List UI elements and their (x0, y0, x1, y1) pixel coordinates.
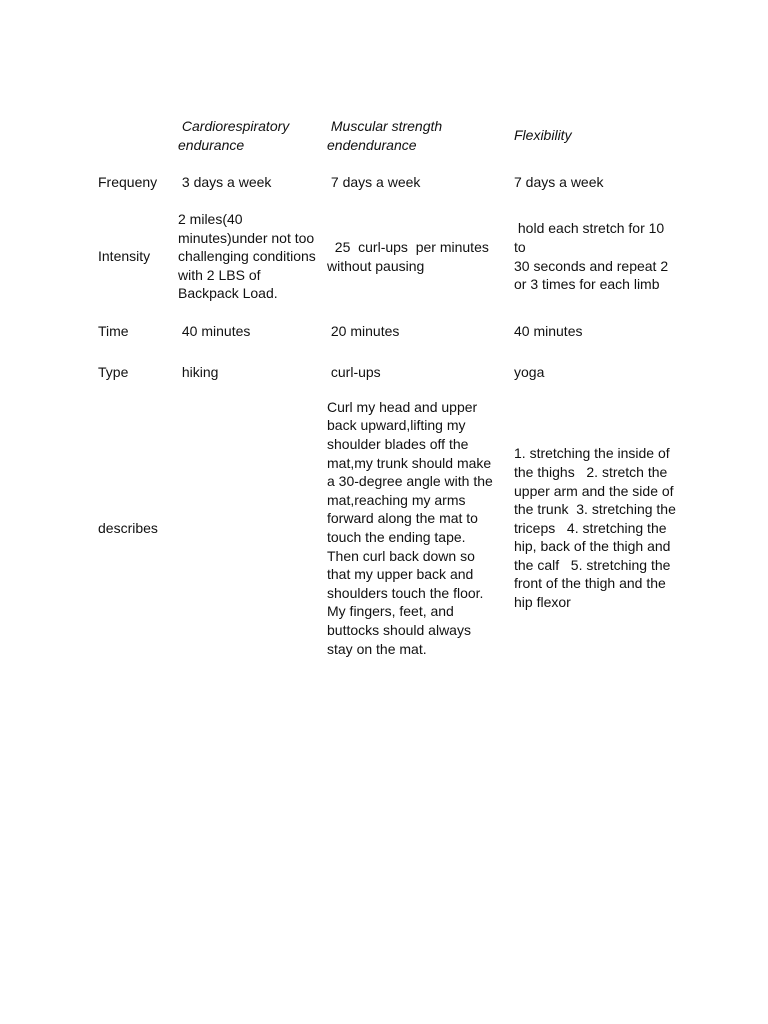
intensity-row (98, 201, 678, 312)
header-row (98, 108, 678, 163)
frequency-label (98, 163, 174, 201)
frequency-cardio-cell (174, 163, 323, 201)
type-muscular-cell (323, 350, 504, 395)
intensity-cardio-cell (174, 201, 323, 312)
header-flexibility (504, 108, 678, 163)
header-cardio-text: Cardiorespiratory endurance (178, 117, 290, 153)
type-label-text: Type (98, 364, 129, 381)
intensity-muscular-cell (323, 201, 504, 312)
frequency-flexibility-text: 7 days a week (514, 173, 604, 190)
header-muscular (323, 108, 504, 163)
intensity-flexibility-text: hold each stretch for 10 to 30 seconds and repeat 2 or 3 times for each limb (514, 220, 669, 293)
describes-flexibility-text: 1. stretching the inside of the thighs 2. stretch the upper arm and the side of the trunk 3. stretching the triceps 4. stretching the hip, back of the thigh and the calf 5. stretching the front of the thigh and the hip flexor (514, 445, 676, 611)
time-cardio-cell (174, 312, 323, 350)
type-flexibility-text: yoga (514, 364, 545, 381)
type-muscular-text: curl-ups (327, 364, 381, 381)
type-cardio-text: hiking (178, 364, 219, 381)
frequency-label-text: Frequeny (98, 173, 158, 190)
fitness-plan-table (98, 108, 678, 661)
time-row (98, 312, 678, 350)
time-muscular-text: 20 minutes (327, 322, 400, 339)
header-empty-cell (98, 108, 174, 163)
time-cardio-text: 40 minutes (178, 322, 251, 339)
intensity-muscular-text: 25 curl-ups per minutes without pausing (327, 238, 489, 274)
header-cardio (174, 108, 323, 163)
header-muscular-text: Muscular strength endendurance (327, 117, 443, 153)
type-label (98, 350, 174, 395)
time-flexibility-cell (504, 312, 678, 350)
describes-label-text: describes (98, 519, 158, 536)
frequency-row (98, 163, 678, 201)
time-label-text: Time (98, 322, 129, 339)
time-flexibility-text: 40 minutes (514, 322, 583, 339)
intensity-cardio-text: 2 miles(40 minutes)under not too challenging conditions with 2 LBS of Backpack Load. (178, 211, 316, 302)
type-cardio-cell (174, 350, 323, 395)
describes-flexibility-cell (504, 395, 678, 661)
time-label (98, 312, 174, 350)
describes-row (98, 395, 678, 661)
frequency-flexibility-cell (504, 163, 678, 201)
frequency-muscular-text: 7 days a week (327, 173, 421, 190)
header-flexibility-text: Flexibility (514, 127, 572, 144)
describes-label (98, 395, 174, 661)
time-muscular-cell (323, 312, 504, 350)
type-flexibility-cell (504, 350, 678, 395)
describes-muscular-cell (323, 395, 504, 661)
intensity-label-text: Intensity (98, 248, 151, 265)
frequency-muscular-cell (323, 163, 504, 201)
type-row (98, 350, 678, 395)
frequency-cardio-text: 3 days a week (178, 173, 272, 190)
describes-muscular-text: Curl my head and upper back upward,lifting my shoulder blades off the mat,my trunk should make a 30-degree angle with the mat,reaching my arms forward along the mat to touch the ending tape. Then curl back down so that my upper back and shoulders touch the floor. My fingers, feet, and buttocks should always stay on the mat. (327, 398, 493, 657)
intensity-label (98, 201, 174, 312)
describes-cardio-cell (174, 395, 323, 661)
intensity-flexibility-cell (504, 201, 678, 312)
